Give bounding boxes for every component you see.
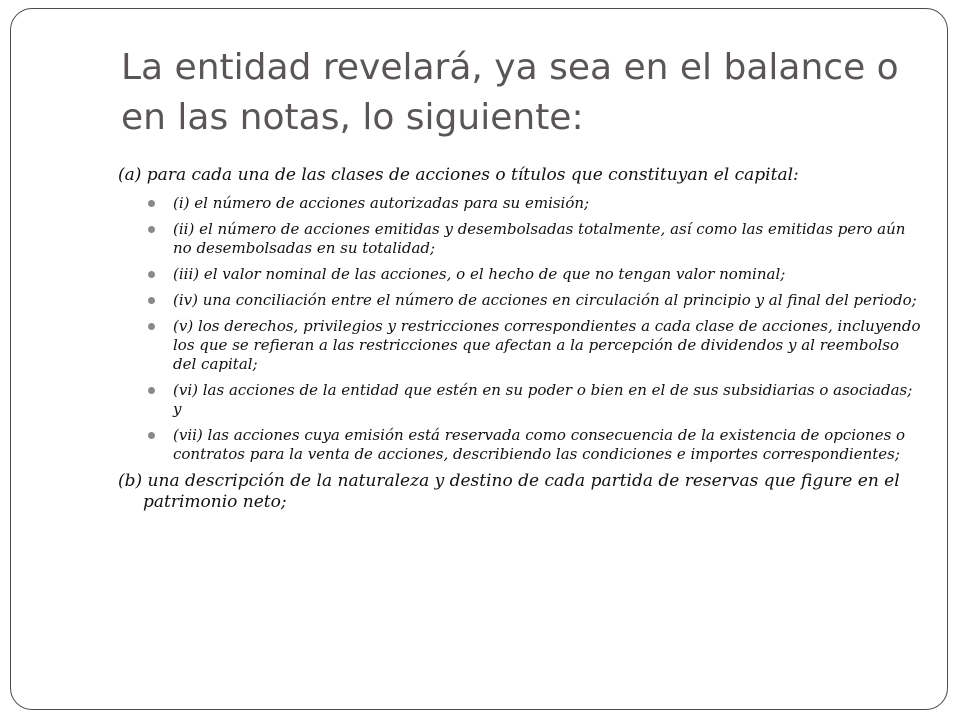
bullet-icon: [148, 323, 155, 330]
list-item-text: (iv) una conciliación entre el número de acciones en circulación al principio y al final del periodo;: [173, 291, 917, 309]
list-item: [118, 291, 923, 310]
bullet-icon: [148, 297, 155, 304]
bullet-icon: [148, 387, 155, 394]
list-item-text: (iii) el valor nominal de las acciones, o el hecho de que no tengan valor nominal;: [173, 265, 786, 283]
bullet-icon: [148, 226, 155, 233]
list-item-text: (v) los derechos, privilegios y restricciones correspondientes a cada clase de acciones, incluyendo los que se refieran a las restricciones que afectan a la percepción de dividendos y al reembolso del capital;: [173, 317, 921, 373]
slide-content: [118, 165, 923, 513]
bullet-icon: [148, 432, 155, 439]
list-item: [118, 220, 923, 258]
list-item: [118, 317, 923, 374]
bullet-icon: [148, 271, 155, 278]
paragraph-a: (a) para cada una de las clases de acciones o títulos que constituyan el capital:: [118, 165, 799, 185]
list-item-text: (vii) las acciones cuya emisión está reservada como consecuencia de la existencia de opciones o contratos para la venta de acciones, describiendo las condiciones e importes correspondientes;: [173, 426, 906, 463]
bullet-icon: [148, 200, 155, 207]
list-item: [118, 194, 923, 213]
list-item-text: (ii) el número de acciones emitidas y desembolsadas totalmente, así como las emitidas pero aún no desembolsadas en su totalidad;: [173, 220, 906, 257]
slide-title: La entidad revelará, ya sea en el balance o en las notas, lo siguiente:: [121, 47, 899, 138]
list-item: [118, 426, 923, 464]
list-item: [118, 381, 923, 419]
list-item-text: (i) el número de acciones autorizadas para su emisión;: [173, 194, 590, 212]
list-item: [118, 265, 923, 284]
sub-item-list: [118, 194, 923, 464]
list-item-text: (vi) las acciones de la entidad que estén en su poder o bien en el de sus subsidiarias o asociadas; y: [173, 381, 913, 418]
slide-frame: [10, 8, 948, 710]
paragraph-b: (b) una descripción de la naturaleza y destino de cada partida de reservas que figure en el patrimonio neto;: [118, 471, 900, 512]
